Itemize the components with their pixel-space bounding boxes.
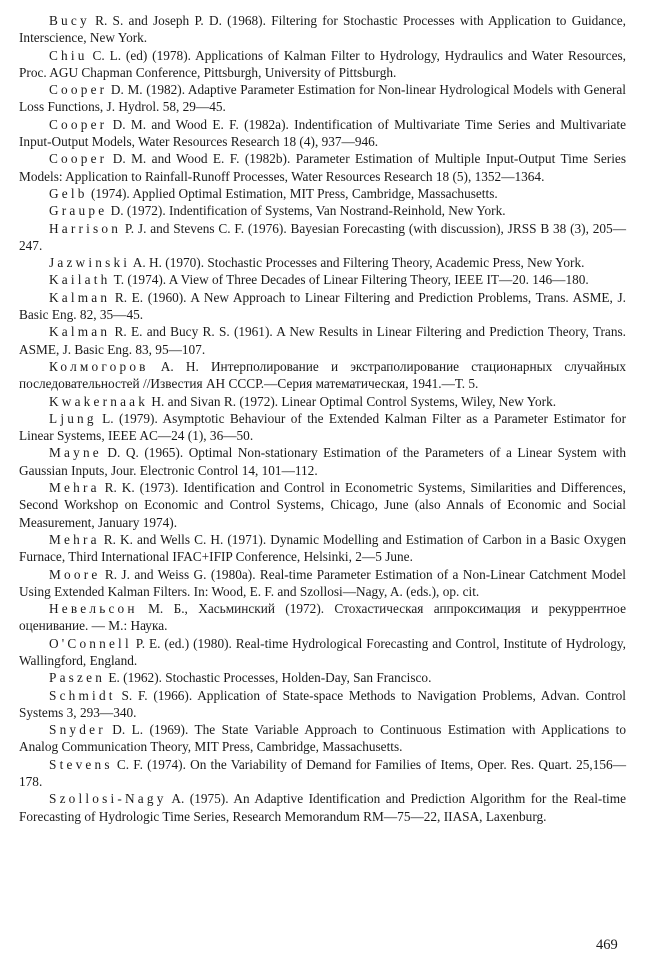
reference-author: Chiu xyxy=(49,47,88,63)
reference-text: C. F. (1974). On the Variability of Demand for Families of Items, Oper. Res. Quart. 25,156—178. xyxy=(19,756,626,790)
reference-author: Gelb xyxy=(49,185,88,201)
reference-text: R. E. and Bucy R. S. (1961). A New Results in Linear Filtering and Prediction Theory, Trans. ASME, J. Basic Eng. 83, 95—107. xyxy=(19,324,626,357)
reference-author: Paszen xyxy=(49,670,106,686)
reference-text: P. E. (ed.) (1980). Real-time Hydrological Forecasting and Control, Institute of Hydrology, Wallingford, England. xyxy=(19,635,626,668)
reference-author: O'Connell xyxy=(49,635,132,651)
reference-author: Kwakernaak xyxy=(49,393,149,409)
reference-author: Snyder xyxy=(49,722,106,738)
reference-entry xyxy=(19,185,626,202)
reference-entry xyxy=(19,271,626,288)
reference-author: Невельсон xyxy=(49,601,138,617)
reference-entry xyxy=(19,410,626,445)
reference-entry xyxy=(19,479,626,531)
reference-entry xyxy=(19,47,626,82)
reference-author: Cooper xyxy=(49,116,108,132)
reference-text: D. M. and Wood E. F. (1982b). Parameter Estimation of Multiple Input-Output Time Series Models: Application to Rainfall-Runoff Processes, Water Resources Research 18 (5), 1352—1364. xyxy=(19,151,626,184)
page-number: 469 xyxy=(596,937,618,953)
reference-text: S. F. (1966). Application of State-space Methods to Navigation Problems, Advan. Control Systems 3, 293—340. xyxy=(19,687,626,720)
reference-text: C. L. (ed) (1978). Applications of Kalman Filter to Hydrology, Hydraulics and Water Resources, Proc. AGU Chapman Conference, Pittsburgh, University of Pittsburgh. xyxy=(19,47,626,80)
reference-text: М. Б., Хасьминский (1972). Стохастическая аппроксимация и рекуррентное оценивание. — М.: Наука. xyxy=(19,601,626,634)
reference-author: Moore xyxy=(49,566,101,582)
reference-text: R. J. and Weiss G. (1980a). Real-time Parameter Estimation of a Non-Linear Catchment Model Using Extended Kalman Filters. In: Wood, E. F. and Szollosi—Nagy, A. (eds.), op. cit. xyxy=(19,566,626,599)
reference-author: Harrison xyxy=(49,220,122,236)
reference-entry xyxy=(19,687,626,722)
reference-author: Szollosi-Nagy xyxy=(49,791,167,807)
reference-author: Колмогоров xyxy=(49,358,149,374)
reference-entry xyxy=(19,566,626,601)
reference-entry xyxy=(19,254,626,271)
reference-author: Cooper xyxy=(49,151,108,167)
reference-text: E. (1962). Stochastic Processes, Holden-Day, San Francisco. xyxy=(105,670,432,686)
reference-author: Mehra xyxy=(49,531,100,547)
reference-text: D. Q. (1965). Optimal Non-stationary Estimation of the Parameters of a Linear System with Gaussian Inputs, Jour. Electronic Control 14, 101—112. xyxy=(19,445,626,478)
reference-entry xyxy=(19,721,626,756)
reference-list xyxy=(19,12,626,825)
reference-text: T. (1974). A View of Three Decades of Linear Filtering Theory, IEEE IT—20. 146—180. xyxy=(110,272,589,288)
reference-entry xyxy=(19,790,626,825)
reference-author: Mehra xyxy=(49,480,100,496)
reference-text: D. L. (1969). The State Variable Approach to Continuous Estimation with Applications to Analog Communication Theory, MIT Press, Cambridge, Massachusetts. xyxy=(19,722,626,755)
reference-entry xyxy=(19,756,626,791)
reference-author: Schmidt xyxy=(49,687,116,703)
reference-author: Kalman xyxy=(49,289,111,305)
reference-author: Kalman xyxy=(49,324,111,340)
reference-author: Mayne xyxy=(49,445,102,461)
reference-text: A. (1975). An Adaptive Identification and Prediction Algorithm for the Real-time Forecasting of Hydrologic Time Series, Research Memorandum RM—75—22, IIASA, Laxenburg. xyxy=(19,791,626,824)
reference-entry xyxy=(19,150,626,185)
reference-entry xyxy=(19,81,626,116)
reference-text: R. E. (1960). A New Approach to Linear Filtering and Prediction Problems, Trans. ASME, J. Basic Eng. 82, 35—45. xyxy=(19,289,626,323)
reference-entry xyxy=(19,393,626,410)
reference-author: Kailath xyxy=(49,272,111,288)
reference-entry xyxy=(19,220,626,255)
reference-text: D. (1972). Indentification of Systems, Van Nostrand-Reinhold, New York. xyxy=(107,203,506,219)
reference-entry xyxy=(19,358,626,393)
reference-entry xyxy=(19,669,626,686)
reference-text: A. H. (1970). Stochastic Processes and Filtering Theory, Academic Press, New York. xyxy=(130,255,585,271)
reference-text: R. K. and Wells C. H. (1971). Dynamic Modelling and Estimation of Carbon in a Basic Oxygen Furnace, Third International IFAC+IFIP Conference, Helsinki, 2—5 June. xyxy=(19,531,626,565)
reference-author: Graupe xyxy=(49,203,108,219)
reference-text: P. J. and Stevens C. F. (1976). Bayesian Forecasting (with discussion), JRSS B 38 (3), 205—247. xyxy=(19,220,626,253)
reference-entry xyxy=(19,116,626,151)
reference-text: R. K. (1973). Identification and Control in Econometric Systems, Similarities and Differences, Second Workshop on Economic and Control Systems, Chicago, June (also Annals of Economic and Social Measurement, January 1974). xyxy=(19,480,626,530)
reference-text: D. M. (1982). Adaptive Parameter Estimation for Non-linear Hydrological Models with General Loss Functions, J. Hydrol. 58, 29—45. xyxy=(19,82,626,115)
reference-author: Ljung xyxy=(49,410,97,426)
reference-entry xyxy=(19,289,626,324)
reference-author: Jazwinski xyxy=(49,255,131,271)
reference-author: Cooper xyxy=(49,82,108,98)
reference-text: D. M. and Wood E. F. (1982a). Indentification of Multivariate Time Series and Multivariate Input-Output Models, Water Resources Research 18 (4), 937—946. xyxy=(19,116,626,150)
reference-author: Stevens xyxy=(49,756,113,772)
reference-entry xyxy=(19,635,626,670)
reference-entry xyxy=(19,323,626,358)
reference-entry xyxy=(19,531,626,566)
reference-entry xyxy=(19,600,626,635)
reference-text: (1974). Applied Optimal Estimation, MIT Press, Cambridge, Massachusetts. xyxy=(87,185,498,201)
reference-text: А. Н. Интерполирование и экстраполирование стационарных случайных последовательностей //Известия АН СССР.—Серия математическая, 1941.—Т. 5. xyxy=(19,358,626,392)
reference-entry xyxy=(19,444,626,479)
reference-text: R. S. and Joseph P. D. (1968). Filtering for Stochastic Processes with Application to Guidance, Interscience, New York. xyxy=(19,13,626,46)
reference-text: H. and Sivan R. (1972). Linear Optimal Control Systems, Wiley, New York. xyxy=(148,393,557,409)
reference-text: L. (1979). Asymptotic Behaviour of the Extended Kalman Filter as a Parameter Estimator for Linear Systems, IEEE AC—24 (1), 36—50. xyxy=(19,410,626,444)
reference-entry xyxy=(19,202,626,219)
reference-author: Bucy xyxy=(49,13,90,28)
reference-entry xyxy=(19,12,626,47)
